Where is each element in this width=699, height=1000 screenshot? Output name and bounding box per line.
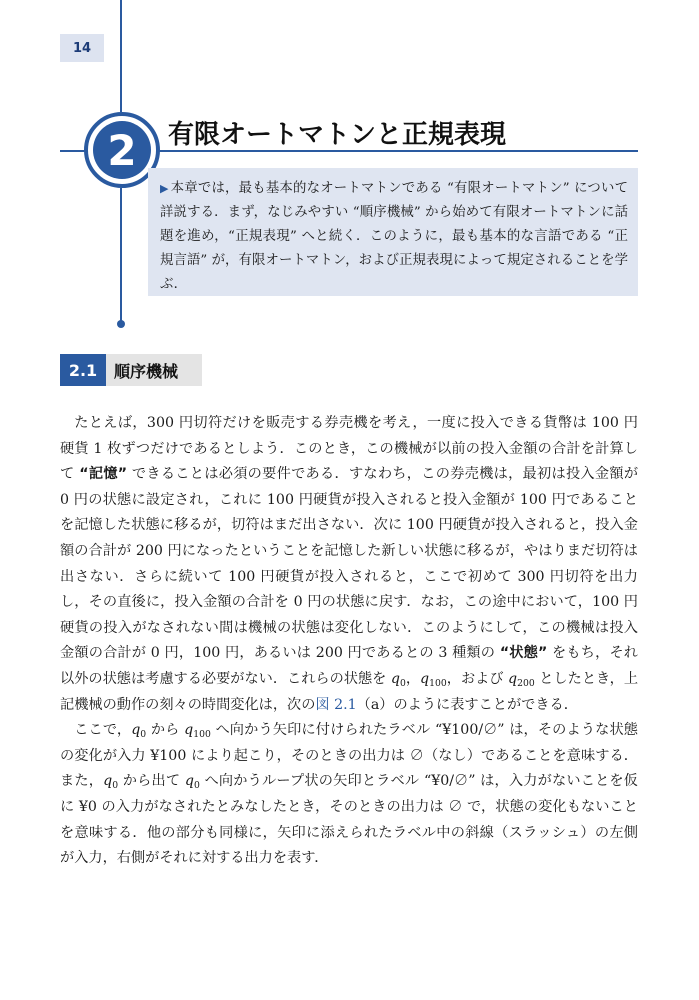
chapter-rule-end-dot [117, 320, 125, 328]
figure-reference-link[interactable]: 図 2.1 [315, 696, 357, 713]
keyword-memory: “記憶” [79, 466, 128, 483]
section-number: 2.1 [60, 354, 106, 386]
paragraph-2: ここで，$q_0$ から $q_{100}$ へ向かう矢印に付けられたラベル “¥100/∅” は，そのような状態の変化が入力 ¥100 により起こり，そのときの出力は ∅（なし）であることを意味する．また，$q_0$ から出て $q_0$ へ向かうループ状の矢印とラベル “¥0/∅” は，入力がないことを仮に ¥0 の入力がなされたとみなしたとき，そのときの出力は ∅ で，状態の変化もないことを意味する．他の部分も同様に，矢印に添えられたラベル中の斜線（スラッシュ）の左側が入力，右側がそれに対する出力を表す． [60, 722, 638, 867]
chapter-vertical-rule-bottom [120, 188, 122, 322]
chapter-abstract [148, 168, 638, 296]
page-number: 14 [60, 34, 104, 62]
keyword-state: “状態” [499, 645, 548, 662]
chapter-title: 有限オートマトンと正規表現 [168, 120, 507, 150]
abstract-text: 本章では，最も基本的なオートマトンである “有限オートマトン” について詳説する．まず，なじみやすい “順序機械” から始めて有限オートマトンに話題を進め，“正規表現” へと続く．このように，最も基本的な言語である “正規言語” が，有限オートマトン，および正規表現によって規定されることを学ぶ． [160, 181, 628, 292]
paragraph-1: たとえば，300 円切符だけを販売する券売機を考え，一度に投入できる貨幣は 100 円硬貨 1 枚ずつだけであるとしよう．このとき，この機械が以前の投入金額の合計を計算して “記憶” できることは必須の要件である．すなわち，この券売機は，最初は投入金額が 0 円の状態に設定され，これに 100 円硬貨が投入されると投入金額が 100 円であることを記憶した状態に移るが，切符はまだ出さない．次に 100 円硬貨が投入されると，投入金額の合計が 200 円になったということを記憶した新しい状態に移るが，やはりまだ切符は出さない．さらに続いて 100 円硬貨が投入されると，ここで初めて 300 円切符を出力し，その直後に，投入金額の合計を 0 円の状態に戻す．なお，この途中において，100 円硬貨の投入がなされない間は機械の状態は変化しない．このようにして，この機械は投入金額の合計が 0 円，100 円，あるいは 200 円であるとの 3 種類の “状態” をもち，それ以外の状態は考慮する必要がない．これらの状態を $q_0$，$q_{100}$，および $q_{200}$ としたとき，上記機械の動作の刻々の時間変化は，次の図 2.1（a）のように表すことができる． [60, 415, 639, 713]
chapter-vertical-rule-top [120, 0, 122, 112]
abstract-arrow-icon: ▶ [160, 182, 169, 195]
section-title: 順序機械 [114, 361, 179, 381]
chapter-number: 2 [93, 121, 151, 179]
body-text [60, 411, 638, 872]
section-heading [60, 354, 202, 386]
